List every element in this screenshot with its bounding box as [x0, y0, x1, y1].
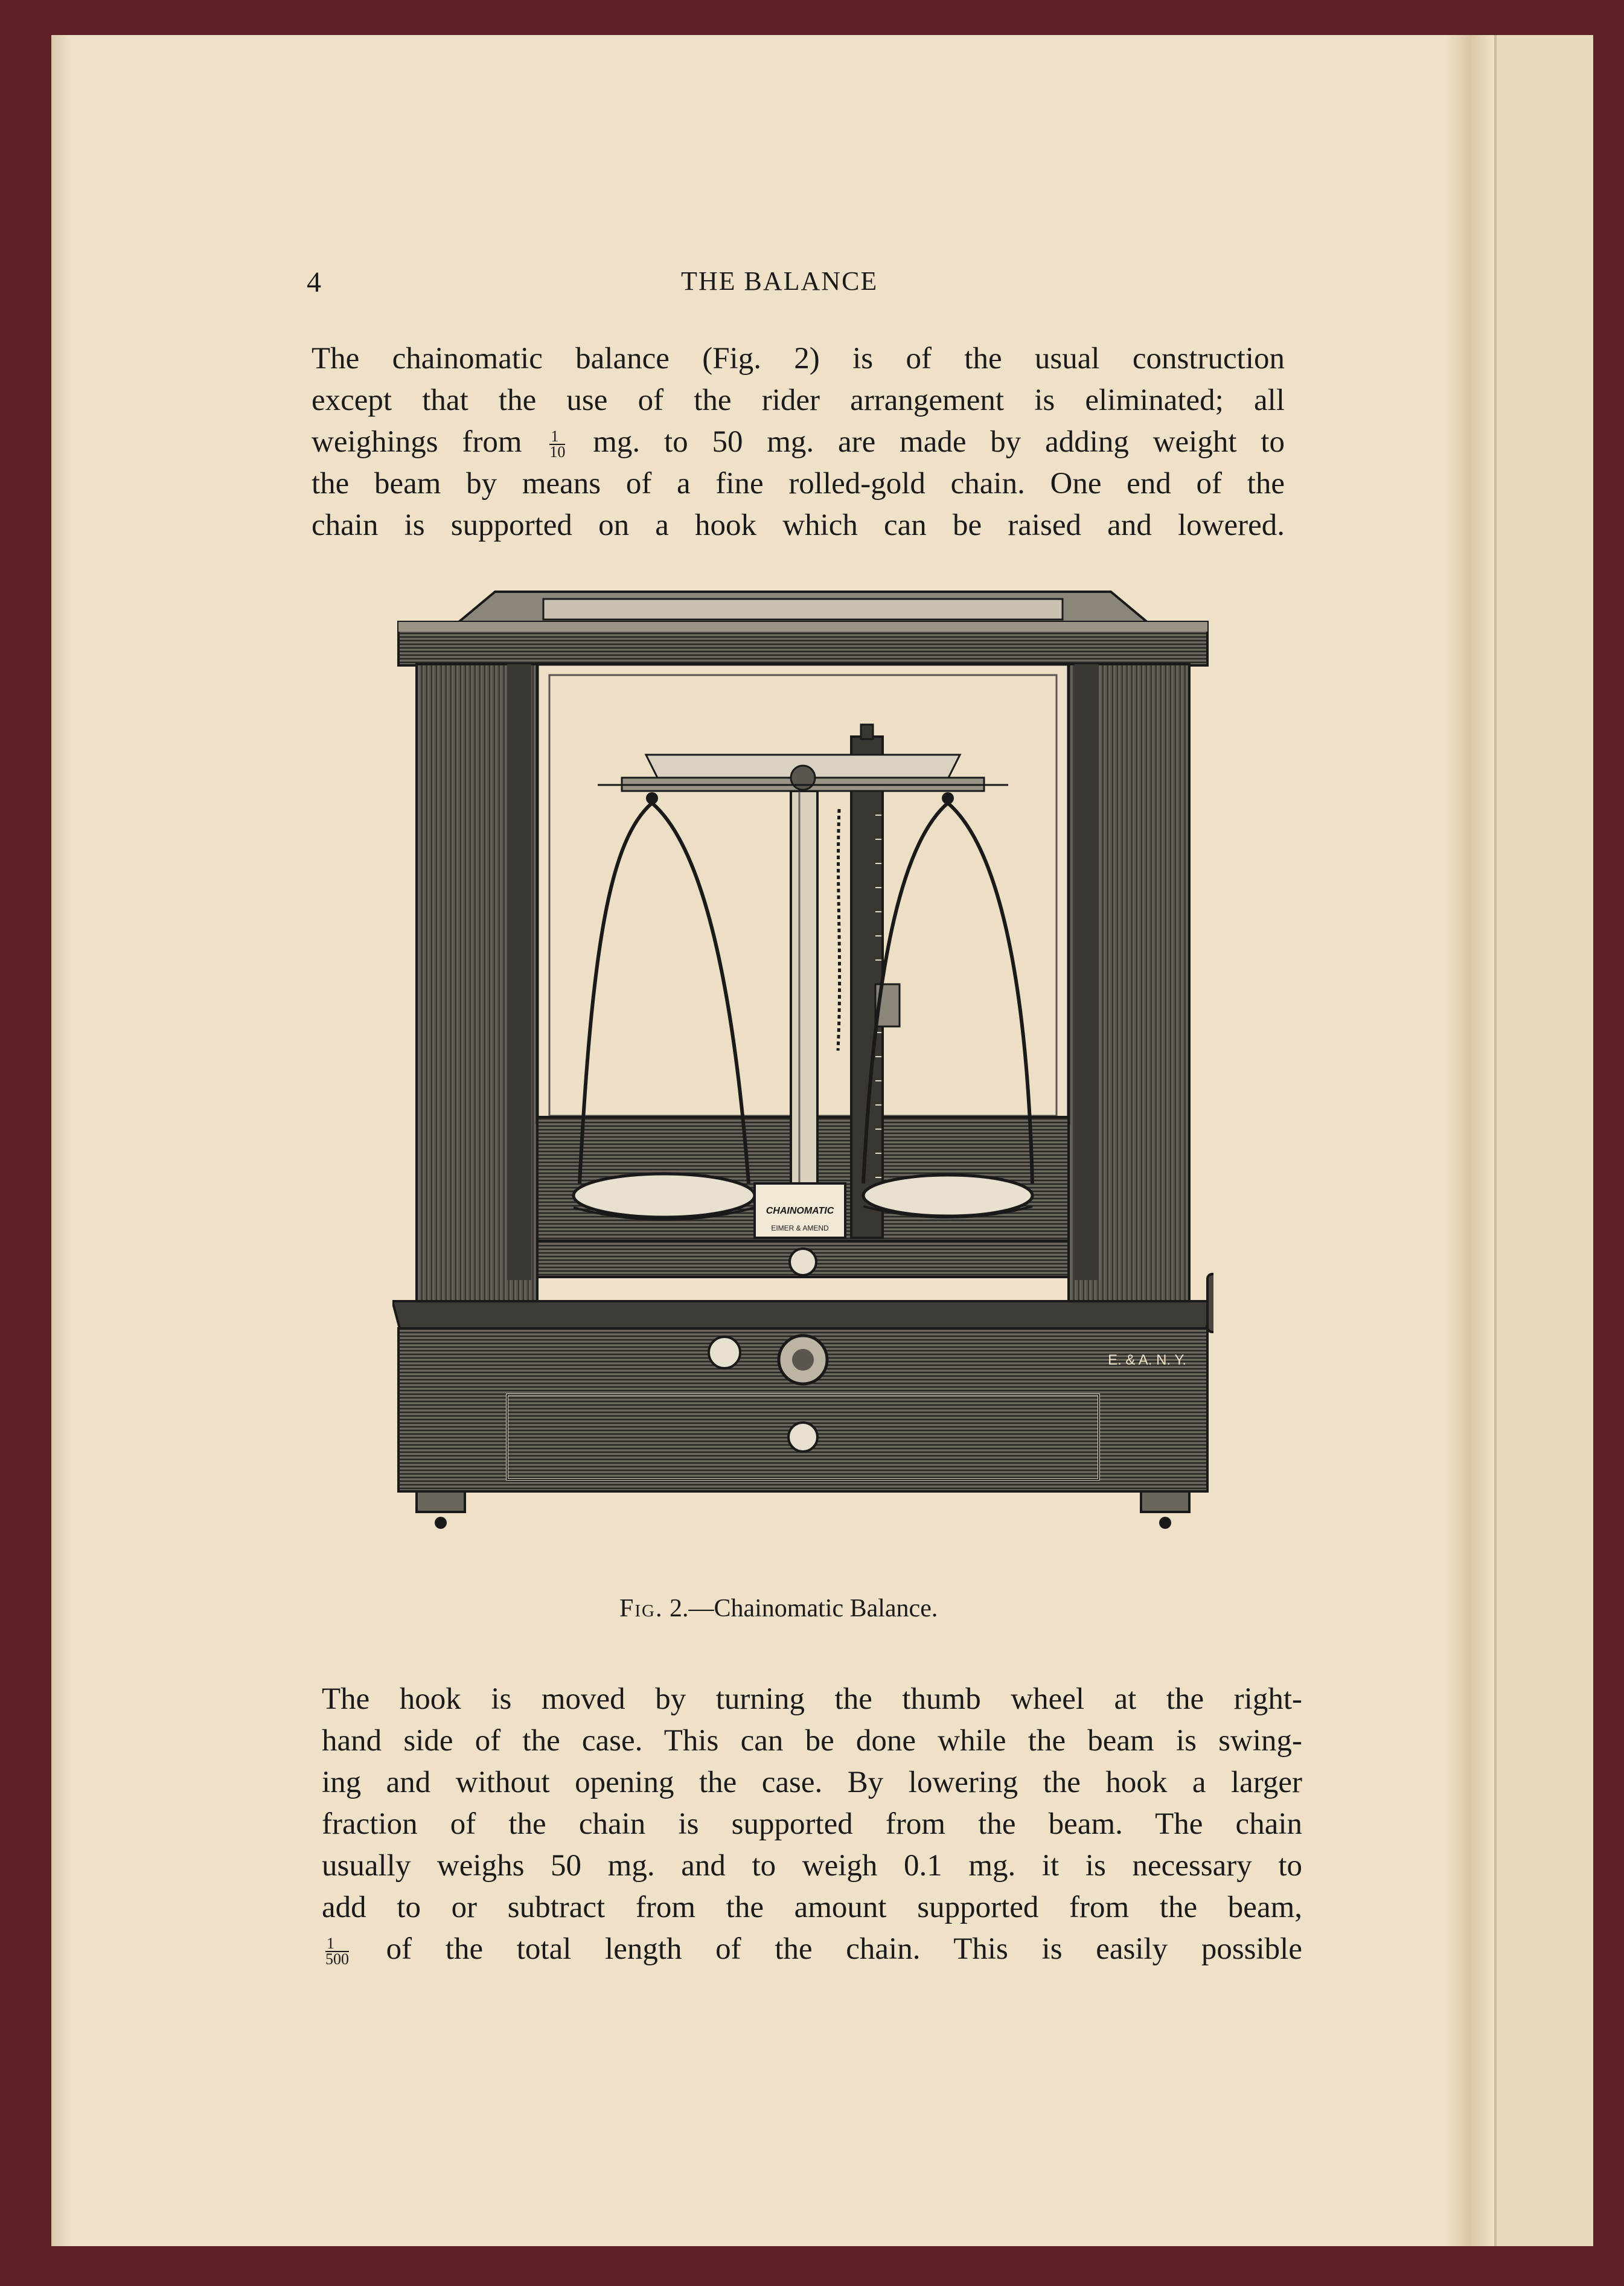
plate-maker-text: EIMER & AMEND: [771, 1224, 829, 1232]
release-knob: [709, 1337, 740, 1368]
text-line: [322, 1929, 1302, 1970]
book-gutter: [1446, 35, 1494, 2246]
fraction-numerator: 1: [549, 429, 565, 445]
text-fragment: mg. to 50 mg. are made by adding weight to: [593, 425, 1285, 459]
fraction-numerator: 1: [325, 1936, 349, 1952]
text-line: usually weighs 50 mg. and to weigh 0.1 mg. it is necessary to: [322, 1849, 1302, 1883]
figure-caption: [619, 1594, 938, 1623]
text-line: except that the use of the rider arrangement is eliminated; all: [312, 383, 1285, 417]
left-pan: [574, 1174, 755, 1217]
lid-glass: [543, 599, 1063, 620]
text-line: the beam by means of a fine rolled-gold chain. One end of the: [312, 467, 1285, 501]
text-line: hand side of the case. This can be done while the beam is swing-: [322, 1724, 1302, 1758]
fraction-denominator: 10: [549, 443, 566, 461]
left-leveling-foot: [417, 1491, 465, 1529]
fraction-one-five-hundredth: [325, 1936, 349, 1967]
right-leveling-foot: [1141, 1491, 1189, 1529]
paragraph-1: [312, 338, 1285, 546]
text-line: The chainomatic balance (Fig. 2) is of the usual construction: [312, 342, 1285, 376]
figure-caption-text: 2.—Chainomatic Balance.: [669, 1595, 938, 1622]
thumb-wheel: [1207, 1274, 1213, 1332]
right-pan: [863, 1175, 1032, 1216]
page-number: 4: [307, 266, 321, 298]
text-fragment: weighings from: [312, 425, 522, 459]
text-line: The hook is moved by turning the thumb wheel at the right-: [322, 1682, 1302, 1716]
fraction-one-tenth: [549, 429, 565, 459]
drawer-knob: [788, 1423, 817, 1452]
facing-page-edge: [1494, 35, 1593, 2246]
text-line: add to or subtract from the amount supported from the beam,: [322, 1891, 1302, 1924]
base-top: [392, 1301, 1213, 1328]
running-head: THE BALANCE: [681, 266, 878, 296]
page-edge-shadow: [51, 35, 69, 2246]
fraction-denominator: 500: [325, 1950, 349, 1968]
chainomatic-balance-illustration: [392, 586, 1213, 1576]
text-line: fraction of the chain is supported from the beam. The chain: [322, 1807, 1302, 1841]
case-mark-text: E. & A. N. Y.: [1108, 1352, 1186, 1368]
text-line: ing and without opening the case. By lowering the hook a larger: [322, 1766, 1302, 1799]
paragraph-2: [322, 1679, 1302, 1970]
text-fragment: of the total length of the chain. This is easily possible: [386, 1932, 1302, 1966]
text-line: [312, 421, 1285, 463]
arrest-knob: [790, 1249, 816, 1275]
text-line: chain is supported on a hook which can be raised and lowered.: [312, 508, 1285, 542]
central-pillar: [791, 791, 817, 1214]
plate-brand-text: CHAINOMATIC: [766, 1206, 834, 1216]
figure-label: Fig.: [619, 1595, 663, 1622]
